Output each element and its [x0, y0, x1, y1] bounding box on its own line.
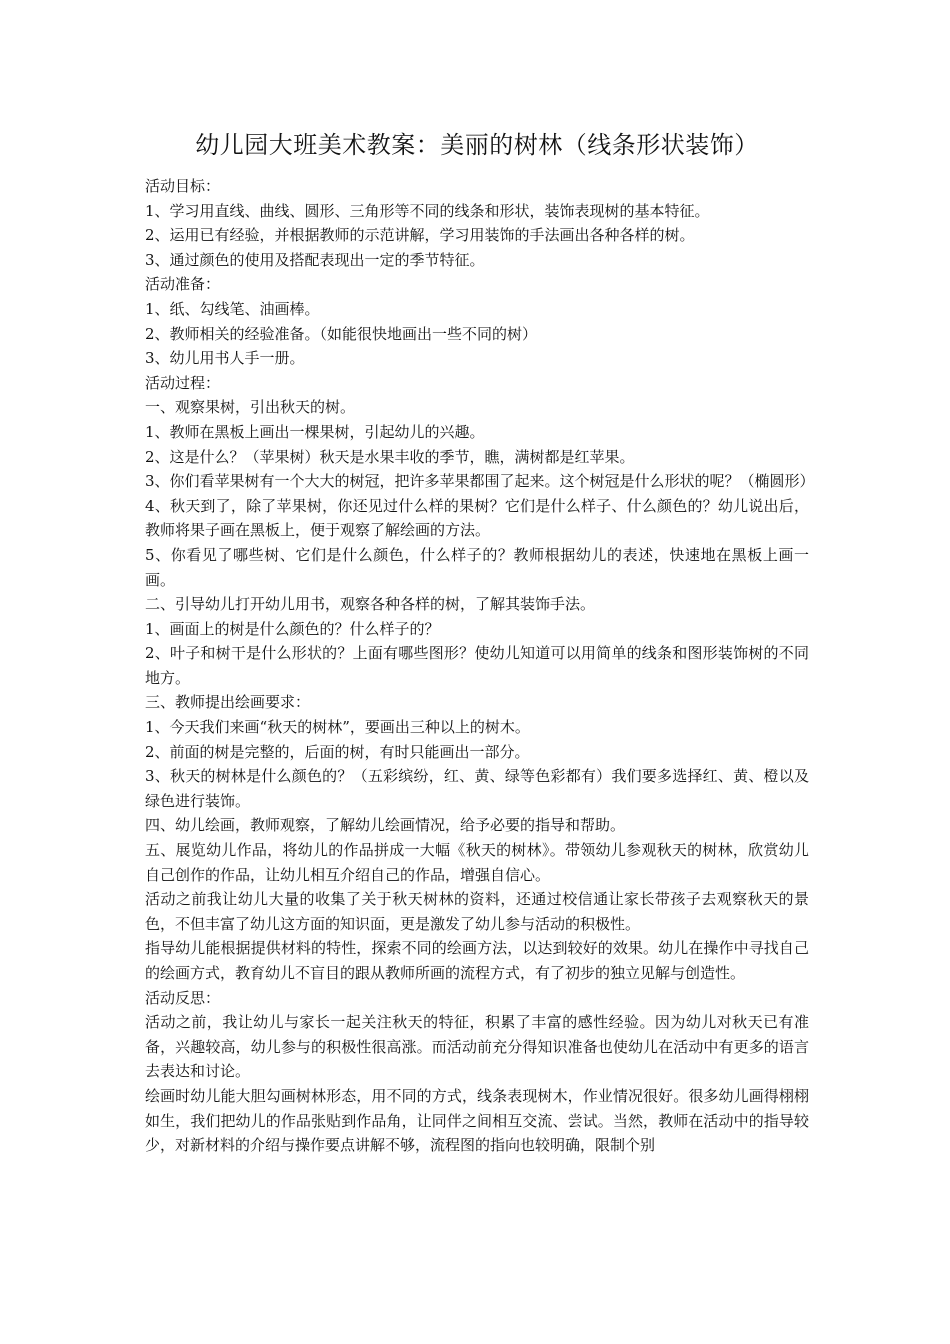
paragraph: 3、通过颜色的使用及搭配表现出一定的季节特征。 — [145, 250, 485, 269]
paragraph: 2、叶子和树干是什么形状的？上面有哪些图形？使幼儿知道可以用简单的线条和图形装饰树的不同地方。 — [145, 644, 809, 687]
paragraph: 5、你看见了哪些树、它们是什么颜色，什么样子的？教师根据幼儿的表述，快速地在黑板上画一画。 — [145, 545, 809, 589]
paragraph-process-heading: 活动过程： — [145, 373, 221, 392]
paragraph: 三、教师提出绘画要求： — [145, 693, 311, 712]
paragraph: 1、今天我们来画“秋天的树林”，要画出三种以上的树木。 — [145, 718, 530, 737]
paragraph: 活动之前我让幼儿大量的收集了关于秋天树林的资料，还通过校信通让家长带孩子去观察秋天的景色，不但丰富了幼儿这方面的知识面，更是激发了幼儿参与活动的积极性。 — [145, 890, 809, 933]
paragraph-reflection-heading: 活动反思： — [145, 988, 221, 1007]
document-title: 幼儿园大班美术教案：美丽的树林（线条形状装饰） — [195, 131, 759, 159]
paragraph: 1、画面上的树是什么颜色的？什么样子的？ — [145, 619, 440, 638]
document-page — [145, 130, 815, 1158]
paragraph: 2、教师相关的经验准备。（如能很快地画出一些不同的树） — [145, 324, 538, 343]
paragraph-goals-heading: 活动目标： — [145, 177, 221, 195]
paragraph: 四、幼儿绘画，教师观察，了解幼儿绘画情况，给予必要的指导和帮助。 — [145, 816, 626, 835]
paragraph: 2、前面的树是完整的，后面的树，有时只能画出一部分。 — [145, 742, 530, 761]
paragraph: 2、这是什么？（苹果树）秋天是水果丰收的季节，瞧，满树都是红苹果。 — [145, 447, 635, 466]
paragraph: 指导幼儿能根据提供材料的特性，探索不同的绘画方法，以达到较好的效果。幼儿在操作中寻找自己的绘画方式，教育幼儿不盲目的跟从教师所画的流程方式，有了初步的独立见解与创造性。 — [145, 939, 809, 982]
paragraph: 绘画时幼儿能大胆勾画树林形态，用不同的方式，线条表现树木，作业情况很好。很多幼儿画得栩栩如生，我们把幼儿的作品张贴到作品角，让同伴之间相互交流、尝试。当然，教师在活动中的指导较少，对新材料的介绍与操作要点讲解不够，流程图的指向也较明确，限制个别 — [145, 1086, 809, 1155]
paragraph: 1、教师在黑板上画出一棵果树，引起幼儿的兴趣。 — [145, 422, 485, 441]
paragraph: 1、学习用直线、曲线、圆形、三角形等不同的线条和形状，装饰表现树的基本特征。 — [145, 201, 710, 220]
paragraph: 一、观察果树，引出秋天的树。 — [145, 398, 356, 417]
document-body — [145, 174, 815, 1158]
paragraph: 2、运用已有经验，并根据教师的示范讲解，学习用装饰的手法画出各种各样的树。 — [145, 226, 695, 245]
paragraph-preparation-heading: 活动准备： — [145, 275, 221, 294]
paragraph: 活动之前，我让幼儿与家长一起关注秋天的特征，积累了丰富的感性经验。因为幼儿对秋天已有准备，兴趣较高，幼儿参与的积极性很高涨。而活动前充分得知识准备也使幼儿在活动中有更多的语言去表达和讨论。 — [145, 1013, 809, 1081]
paragraph: 4、秋天到了，除了苹果树，你还见过什么样的果树？它们是什么样子、什么颜色的？幼儿说出后，教师将果子画在黑板上，便于观察了解绘画的方法。 — [145, 496, 809, 540]
paragraph: 3、你们看苹果树有一个大大的树冠，把许多苹果都围了起来。这个树冠是什么形状的呢？（椭圆形） — [145, 472, 815, 491]
paragraph: 3、秋天的树林是什么颜色的？（五彩缤纷，红、黄、绿等色彩都有）我们要多选择红、黄、橙以及绿色进行装饰。 — [145, 767, 809, 810]
paragraph: 3、幼儿用书人手一册。 — [145, 349, 305, 368]
paragraph: 二、引导幼儿打开幼儿用书，观察各种各样的树，了解其装饰手法。 — [145, 595, 596, 614]
paragraph: 五、展览幼儿作品，将幼儿的作品拼成一大幅《秋天的树林》。带领幼儿参观秋天的树林，欣赏幼儿自己创作的作品，让幼儿相互介绍自己的作品，增强自信心。 — [145, 841, 809, 884]
paragraph: 1、纸、勾线笔、油画棒。 — [145, 299, 320, 318]
